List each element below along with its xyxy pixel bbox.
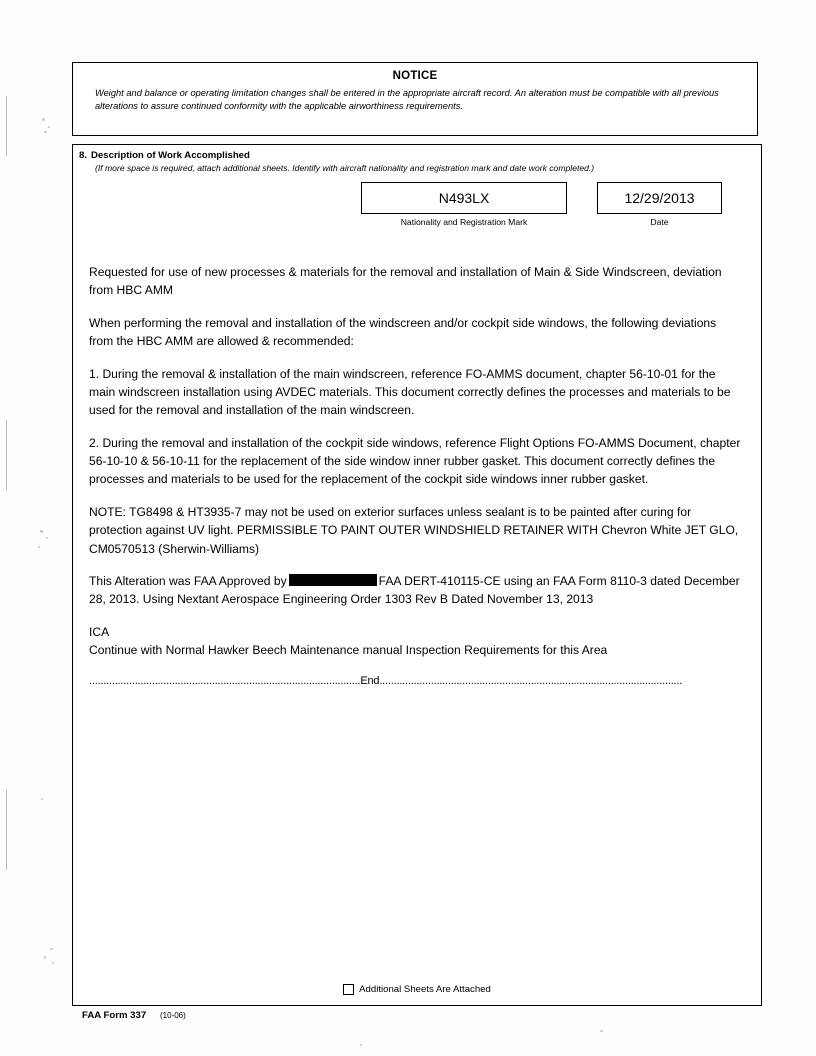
work-paragraph-3: 1. During the removal & installation of the main windscreen, reference FO-AMMS document, chapter 56-10-01 for the main windscreen installation using AVDEC materials. This document correctly defines the processes and materials to be used for the removal and installation of the main windscreen. <box>89 366 731 418</box>
scan-speck <box>52 962 54 964</box>
registration-caption: Nationality and Registration Mark <box>400 217 528 227</box>
additional-sheets-label: Additional Sheets Are Attached <box>359 984 491 995</box>
registration-value: N493LX <box>438 190 490 206</box>
scan-speck <box>48 126 50 128</box>
work-description-text <box>89 263 743 690</box>
additional-sheets-row[interactable] <box>73 984 761 995</box>
scan-speck <box>44 956 46 959</box>
scan-edge-mark <box>6 790 7 870</box>
notice-title: NOTICE <box>392 70 438 82</box>
section-title: Description of Work Accomplished <box>91 150 250 161</box>
section-subtitle: (If more space is required, attach additional sheets. Identify with aircraft nationality and registration mark and date work completed.) <box>95 163 595 173</box>
scan-speck <box>46 537 48 539</box>
scan-speck <box>38 546 40 548</box>
work-approval-paragraph <box>89 572 743 609</box>
redaction-bar <box>289 574 377 586</box>
scan-edge-mark <box>6 96 7 156</box>
work-paragraph-1: Requested for use of new processes & materials for the removal and installation of Main & Side Windscreen, deviation from HBC AMM <box>89 265 722 298</box>
ica-heading: ICA <box>89 624 110 639</box>
scan-speck <box>40 530 43 533</box>
work-paragraph-5: NOTE: TG8498 & HT3935-7 may not be used on exterior surfaces unless sealant is to be painted after curing for protection against UV light. PERMISSIBLE TO PAINT OUTER WINDSHIELD RETAINER WITH Chevron White JET GLO, CM0570513 (Sherwin-Williams) <box>89 504 739 556</box>
additional-sheets-checkbox[interactable] <box>343 984 354 995</box>
work-paragraph-2: When performing the removal and installation of the windscreen and/or cockpit side windows, the following deviations from the HBC AMM are allowed & recommended: <box>89 315 717 349</box>
work-description-box <box>72 144 762 1006</box>
scan-speck <box>41 798 43 800</box>
form-revision: (10-06) <box>160 1011 186 1020</box>
section-heading <box>79 150 250 161</box>
notice-body: Weight and balance or operating limitation changes shall be entered in the appropriate aircraft record. An alteration must be compatible with all previous alterations to assure continued conformity with the applicable airworthiness requirements. <box>95 88 719 112</box>
scan-edge-mark <box>6 420 7 490</box>
date-caption: Date <box>650 217 669 227</box>
registration-field[interactable] <box>361 182 567 214</box>
form-id: FAA Form 337 <box>82 1010 147 1021</box>
approval-text-after: FAA DERT-410115-CE using an FAA Form 8110-3 dated December 28, 2013. Using Nextant Aerospace Engineering Order 1303 Rev B Dated November 13, 2013 <box>89 573 740 607</box>
notice-box <box>72 62 758 136</box>
work-paragraph-4: 2. During the removal and installation of the cockpit side windows, reference Flight Options FO-AMMS Document, chapter 56-10-10 & 56-10-11 for the replacement of the side window inner rubber gasket. This document correctly defines the processes and materials to be used for the replacement of the cockpit side windows inner rubber gasket. <box>89 435 741 487</box>
end-separator: ...............................................................................................End.......................................................................................................... <box>89 675 683 688</box>
section-number: 8. <box>79 150 88 161</box>
end-marker: End <box>360 675 380 688</box>
scan-speck <box>360 1044 362 1046</box>
scan-speck <box>42 118 45 121</box>
ica-text: Continue with Normal Hawker Beech Maintenance manual Inspection Requirements for this Area <box>89 643 608 657</box>
scan-speck <box>600 1030 603 1032</box>
date-value: 12/29/2013 <box>624 190 695 206</box>
approval-text-before: This Alteration was FAA Approved by <box>89 573 287 588</box>
scan-speck <box>50 948 53 950</box>
date-field[interactable] <box>597 182 722 214</box>
scan-speck <box>44 131 47 133</box>
